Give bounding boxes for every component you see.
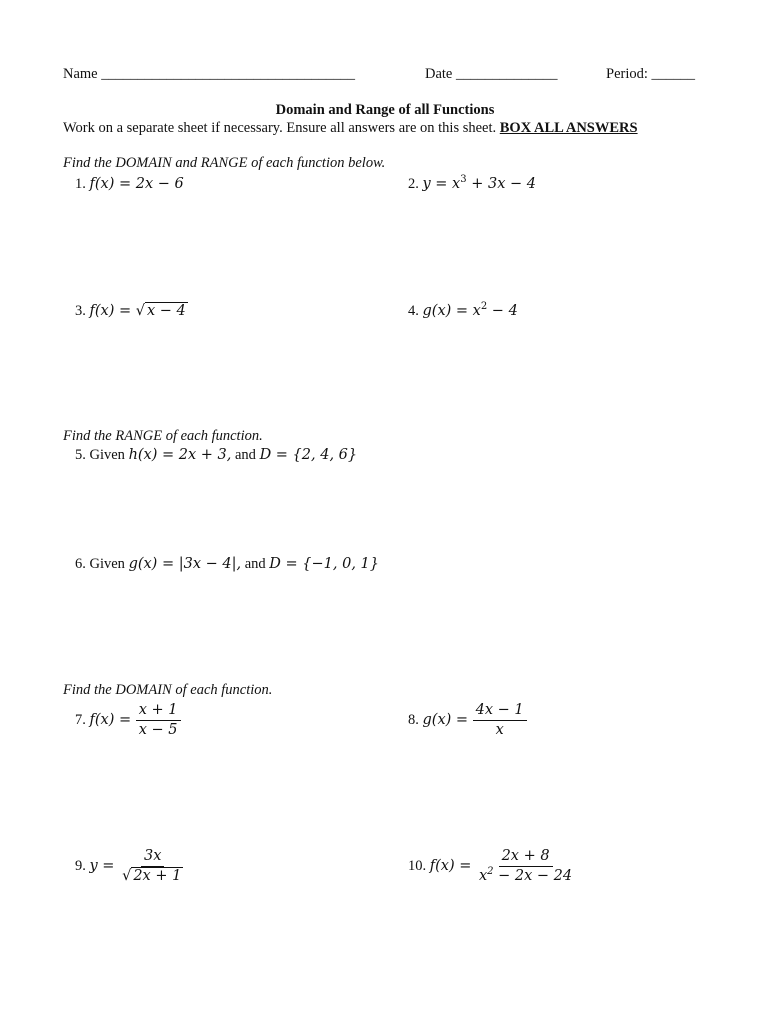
problem-6-and: and xyxy=(241,556,270,572)
name-label: Name xyxy=(63,66,98,82)
date-label: Date xyxy=(425,66,453,82)
problem-6-given: Given xyxy=(89,556,129,572)
problem-9-fraction xyxy=(119,848,186,885)
problem-number: 10. xyxy=(408,857,427,874)
problem-2-rhs: + 3x − 4 xyxy=(466,176,536,192)
problem-3-radicand: x − 4 xyxy=(146,303,186,319)
problem-2 xyxy=(408,176,536,193)
radical-sign: √ xyxy=(122,868,132,884)
problem-9-lhs: y = xyxy=(89,857,120,874)
problem-8-lhs: g(x) = xyxy=(422,711,473,728)
denominator-exponent: 2 xyxy=(487,866,494,878)
problem-3 xyxy=(75,303,188,320)
instructions xyxy=(63,120,638,137)
fraction-numerator: 4x − 1 xyxy=(473,702,527,721)
fraction-denominator xyxy=(476,867,575,885)
problem-10 xyxy=(408,848,575,885)
problem-5-and: and xyxy=(231,447,260,463)
problem-7-lhs: f(x) = xyxy=(89,711,136,728)
problem-7 xyxy=(75,702,181,739)
fraction-numerator: 3x xyxy=(141,848,164,867)
problem-5 xyxy=(75,447,357,464)
problem-number: 5. xyxy=(75,447,86,463)
denominator-rest: − 2x − 24 xyxy=(493,868,573,884)
problem-8-fraction xyxy=(473,702,527,739)
problem-8 xyxy=(408,702,527,739)
section-heading-range: Find the RANGE of each function. xyxy=(63,428,263,444)
problem-number: 7. xyxy=(75,711,86,728)
problem-4-exponent: 2 xyxy=(480,301,488,313)
problem-2-lhs: y = x xyxy=(422,176,461,192)
radicand: 2x + 1 xyxy=(133,868,182,884)
problem-1 xyxy=(75,176,184,193)
problem-number: 8. xyxy=(408,711,419,728)
name-blank: ___________________________________ xyxy=(101,66,355,82)
fraction-denominator: x − 5 xyxy=(138,722,178,738)
fraction-denominator: x xyxy=(495,722,504,738)
date-blank: ______________ xyxy=(456,66,558,82)
section-heading-domain-range: Find the DOMAIN and RANGE of each function below. xyxy=(63,155,386,171)
problem-3-lhs: f(x) = xyxy=(89,303,136,319)
instructions-text: Work on a separate sheet if necessary. Ensure all answers are on this sheet. xyxy=(63,120,497,136)
problem-7-fraction xyxy=(136,702,181,739)
problem-number: 1. xyxy=(75,176,86,192)
fraction-denominator xyxy=(119,867,186,885)
box-answers-label: BOX ALL ANSWERS xyxy=(499,120,638,136)
problem-number: 6. xyxy=(75,556,86,572)
page-title: Domain and Range of all Functions xyxy=(275,102,495,118)
problem-5-set: D = {2, 4, 6} xyxy=(259,447,358,463)
problem-4-rhs: − 4 xyxy=(487,303,518,319)
fraction-numerator: 2x + 8 xyxy=(499,848,553,867)
radical-sign: √ xyxy=(135,303,145,319)
name-field xyxy=(63,66,355,83)
problem-5-function: h(x) = 2x + 3, xyxy=(128,447,232,463)
date-field xyxy=(425,66,558,83)
problem-number: 2. xyxy=(408,176,419,192)
problem-4-lhs: g(x) = x xyxy=(422,303,481,319)
problem-number: 4. xyxy=(408,303,419,319)
problem-10-fraction xyxy=(476,848,575,885)
period-label: Period: xyxy=(606,66,648,82)
problem-5-given: Given xyxy=(89,447,129,463)
problem-2-exponent: 3 xyxy=(460,174,467,186)
section-heading-domain: Find the DOMAIN of each function. xyxy=(63,682,273,698)
period-blank: ______ xyxy=(651,66,696,82)
problem-6 xyxy=(75,556,379,573)
problem-6-function: g(x) = |3x − 4|, xyxy=(128,556,242,572)
denominator-base: x xyxy=(478,868,488,884)
period-field xyxy=(606,66,695,83)
problem-10-lhs: f(x) = xyxy=(429,857,476,874)
problem-6-set: D = {−1, 0, 1} xyxy=(269,556,379,572)
problem-number: 3. xyxy=(75,303,86,319)
problem-number: 9. xyxy=(75,857,86,874)
problem-1-rhs: 2x − 6 xyxy=(135,176,184,192)
fraction-numerator: x + 1 xyxy=(136,702,181,721)
problem-9 xyxy=(75,848,186,885)
problem-4 xyxy=(408,303,518,320)
problem-1-lhs: f(x) = xyxy=(89,176,136,192)
